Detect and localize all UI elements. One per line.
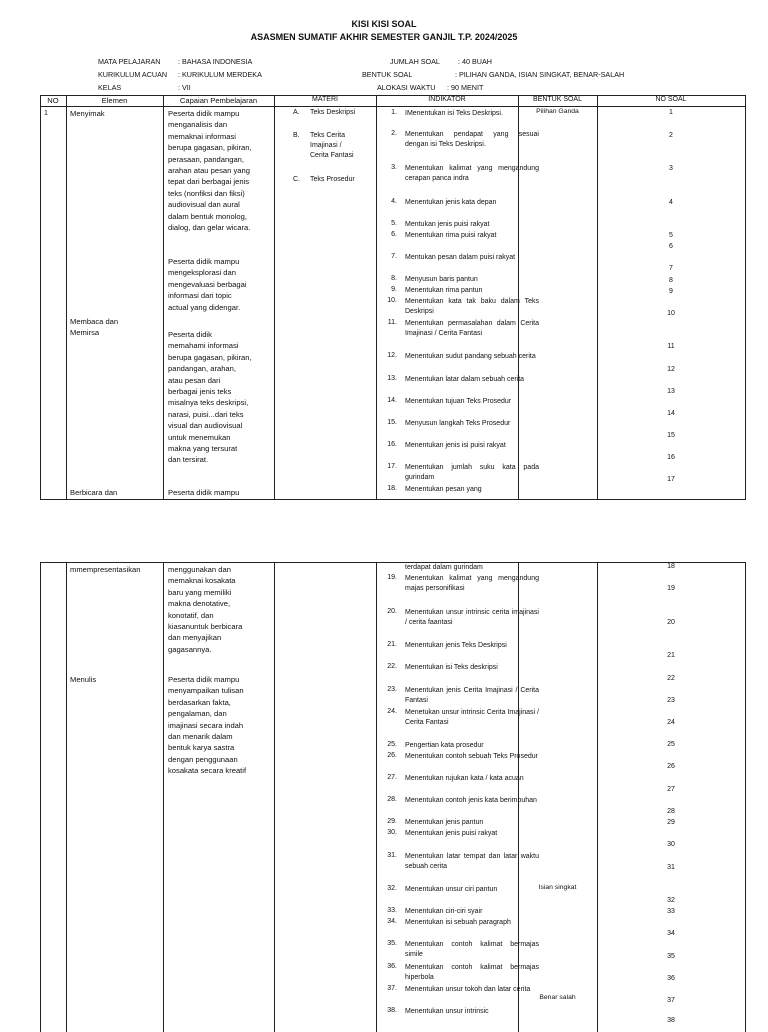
no-soal: 31	[667, 864, 675, 871]
indikator-number: 37.	[387, 985, 397, 992]
indikator-text: Menentukan unsur tokoh dan latar cerita	[405, 986, 531, 993]
indikator-text: Menentukan isi sebuah paragraph	[405, 919, 511, 926]
header-no: NO	[47, 96, 59, 105]
no-soal: 5	[669, 232, 673, 239]
indikator-number: 13.	[387, 375, 397, 382]
indikator-number: 31.	[387, 852, 397, 859]
meta-label: BENTUK SOAL	[362, 70, 413, 79]
indikator-text: Menentukan rujukan kata / kata acuan	[405, 775, 524, 782]
indikator-number: 1.	[391, 109, 397, 116]
indikator-number: 19.	[387, 574, 397, 581]
materi-item: Teks Deskripsi	[310, 109, 356, 116]
materi-letter: A.	[293, 109, 300, 116]
indikator-number: 2.	[391, 130, 397, 137]
indikator-number: 12.	[387, 352, 397, 359]
indikator-number: 38.	[387, 1007, 397, 1014]
no-soal: 11	[667, 343, 675, 350]
no-soal: 21	[667, 652, 675, 659]
indikator-number: 7.	[391, 253, 397, 260]
indikator-number: 35.	[387, 940, 397, 947]
indikator-text: Menentukan contoh kalimat bermajas hiperbola	[405, 964, 539, 982]
no-soal: 19	[667, 585, 675, 592]
no-soal: 20	[667, 619, 675, 626]
indikator-number: 33.	[387, 907, 397, 914]
header-no-soal: NO SOAL	[655, 96, 687, 103]
no-soal: 8	[669, 277, 673, 284]
indikator-text: Menentukan jenis Teks Deskripsi	[405, 642, 507, 649]
indikator-number: 9.	[391, 286, 397, 293]
no-soal: 2	[669, 132, 673, 139]
indikator-text: Menentukan latar tempat dan latar waktu sebuah cerita	[405, 853, 539, 871]
no-soal: 10	[667, 310, 675, 317]
indikator-text: Menyusun baris pantun	[405, 276, 478, 283]
no-soal: 4	[669, 199, 673, 206]
no-soal: 35	[667, 953, 675, 960]
header-materi: MATERI	[312, 96, 338, 103]
header-indikator: INDIKATOR	[428, 96, 466, 103]
bentuk-soal-pilihan-ganda: Pilihan Ganda	[536, 108, 579, 115]
capaian-menyimak: Peserta didik mampu menganalisis dan memaknai informasi berupa gagasan, pikiran, perasaan, pandangan, arahan atau pesan yang tepat dari berbagai jenis teks (nonfiksi dan fiksi) audiovisual dan aural dalam bentuk monolog, dialog, dan gelar wicara.	[168, 109, 252, 233]
no-soal: 32	[667, 897, 675, 904]
indikator-text: Menentukan contoh kalimat bermajas simile	[405, 941, 539, 959]
indikator-text: Menentukan isi Teks deskripsi	[405, 664, 498, 671]
indikator-number: 17.	[387, 463, 397, 470]
header-bentuk-soal: BENTUK SOAL	[532, 96, 582, 103]
indikator-number: 26.	[387, 752, 397, 759]
indikator-number: 15.	[387, 419, 397, 426]
materi-letter: C.	[293, 176, 300, 183]
meta-value: : 90 MENIT	[447, 83, 484, 92]
indikator-number: 23.	[387, 686, 397, 693]
capaian-menulis: Peserta didik mampu menyampaikan tulisan berdasarkan fakta, pengalaman, dan imajinasi secara indah dan menarik dalam bentuk karya sastra dengan penggunaan kosakata secara kreatif	[168, 675, 247, 776]
indikator-text-cont: terdapat dalam gurindam	[405, 564, 483, 571]
no-soal: 1	[669, 109, 673, 116]
indikator-number: 34.	[387, 918, 397, 925]
indikator-number: 30.	[387, 829, 397, 836]
meta-label: KELAS	[98, 83, 122, 92]
indikator-text: Mentukan pesan dalam puisi rakyat	[405, 254, 516, 261]
indikator-number: 11.	[387, 319, 397, 326]
no-soal: 29	[667, 819, 675, 826]
indikator-number: 16.	[387, 441, 397, 448]
indikator-number: 25.	[387, 741, 397, 748]
no-soal: 14	[667, 410, 675, 417]
no-soal: 22	[667, 675, 675, 682]
document-subtitle: ASASMEN SUMATIF AKHIR SEMESTER GANJIL T.P. 2024/2025	[250, 32, 518, 42]
indikator-number: 36.	[387, 963, 397, 970]
no-soal: 24	[667, 719, 675, 726]
no-soal: 16	[667, 454, 675, 461]
capaian-berbicara: Peserta didik mampu	[168, 488, 240, 497]
indikator-text: Menentukan kalimat yang mengandung cerapan panca indra	[405, 165, 539, 183]
no-soal: 30	[667, 841, 675, 848]
indikator-text: Menentukan latar dalam sebuah cerita	[405, 376, 525, 383]
elemen-menulis: Menulis	[70, 675, 97, 684]
indikator-text: Menentukan unsur intrinsic	[405, 1008, 489, 1015]
no-soal: 26	[667, 763, 675, 770]
meta-value: : VII	[178, 83, 191, 92]
elemen-membaca: Membaca dan Memirsa	[70, 317, 119, 338]
no-soal: 12	[667, 366, 675, 373]
meta-value: : PILIHAN GANDA, ISIAN SINGKAT, BENAR-SALAH	[455, 70, 625, 79]
indikator-text: Menentukan unsur ciri pantun	[405, 886, 498, 893]
indikator-number: 5.	[391, 220, 397, 227]
meta-label: ALOKASI WAKTU	[377, 83, 436, 92]
capaian-berbicara-cont: menggunakan dan memaknai kosakata baru yang memiliki makna denotative, konotatif, dan kiasanuntuk berbicara dan menyajikan gagasannya.	[168, 565, 243, 654]
no-soal: 27	[667, 786, 675, 793]
indikator-number: 22.	[387, 663, 397, 670]
indikator-number: 29.	[387, 818, 397, 825]
indikator-text: Menentukan sudut pandang sebuah cerita	[405, 353, 536, 360]
meta-value: : KURIKULUM MERDEKA	[178, 70, 262, 79]
row-number: 1	[44, 110, 48, 117]
indikator-text: Menentukan contoh sebuah Teks Prosedur	[405, 753, 538, 760]
indikator-number: 14.	[387, 397, 397, 404]
indikator-number: 32.	[387, 885, 397, 892]
indikator-text: Menentukan rima pantun	[405, 287, 483, 294]
capaian-menyimak-2: Peserta didik mampu mengeksplorasi dan mengevaluasi berbagai informasi dari topic actual yang didengar.	[168, 257, 247, 312]
materi-item: Teks Prosedur	[310, 176, 355, 183]
indikator-text: Menentukan jenis puisi rakyat	[405, 830, 498, 837]
no-soal: 36	[667, 975, 675, 982]
indikator-text: Menentukan jenis isi puisi rakyat	[405, 442, 506, 449]
indikator-text: Menentukan permasalahan dalam Cerita Imajinasi / Cerita Fantasi	[405, 320, 539, 338]
elemen-menyimak: Menyimak	[70, 109, 105, 118]
no-soal: 7	[669, 265, 673, 272]
indikator-text: Menentukan jumlah suku kata pada gurindam	[405, 464, 539, 482]
no-soal: 37	[667, 997, 675, 1004]
bentuk-soal-isian-singkat: Isian singkat	[538, 884, 577, 891]
no-soal: 17	[667, 476, 675, 483]
header-elemen: Elemen	[101, 96, 128, 105]
meta-value: : BAHASA INDONESIA	[178, 57, 253, 66]
indikator-number: 21.	[387, 641, 397, 648]
meta-label: MATA PELAJARAN	[98, 57, 161, 66]
indikator-text: Menentukan jenis kata depan	[405, 199, 497, 206]
materi-letter: B.	[293, 132, 300, 139]
indikator-number: 8.	[391, 275, 397, 282]
indikator-number: 4.	[391, 198, 397, 205]
indikator-text: Menentukan kalimat yang mengandung majas personifikasi	[405, 575, 539, 593]
meta-label: JUMLAH SOAL	[390, 57, 440, 66]
indikator-text: Menentukan tujuan Teks Prosedur	[405, 398, 512, 405]
no-soal: 9	[669, 288, 673, 295]
no-soal: 28	[667, 808, 675, 815]
indikator-text: Mentukan jenis puisi rakyat	[405, 221, 490, 228]
materi-item: Teks Cerita Imajinasi / Cerita Fantasi	[310, 132, 354, 160]
no-soal: 23	[667, 697, 675, 704]
indikator-text: Menentukan ciri-ciri syair	[405, 908, 483, 915]
document-title: KISI KISI SOAL	[351, 19, 417, 29]
no-soal: 15	[667, 432, 675, 439]
meta-label: KURIKULUM ACUAN	[98, 70, 168, 79]
indikator-number: 10.	[387, 297, 397, 304]
indikator-text: Menentukan kata tak baku dalam Teks Deskripsi	[405, 298, 539, 316]
elemen-berbicara-cont: mmempresentasikan	[70, 565, 141, 574]
indikator-text: Menyusun langkah Teks Prosedur	[405, 420, 511, 427]
meta-value: : 40 BUAH	[458, 57, 492, 66]
no-soal: 38	[667, 1017, 675, 1024]
indikator-text: Menentukan jenis pantun	[405, 819, 484, 826]
indikator-number: 28.	[387, 796, 397, 803]
indikator-number: 20.	[387, 608, 397, 615]
header-capaian: Capaian Pembelajaran	[179, 96, 258, 105]
elemen-berbicara: Berbicara dan	[70, 488, 118, 497]
capaian-membaca: Peserta didik memahami informasi berupa gagasan, pikiran, pandangan, arahan, atau pesan dari berbagai jenis teks misalnya teks deskripsi, narasi, puisi...dari teks visual dan audiovisual untuk menemukan makna yang tersurat dan tersirat.	[168, 330, 252, 465]
indikator-text: Menentukan unsur intrinsic cerita imajinasi / cerita faantasi	[405, 609, 539, 627]
indikator-text: Menentukan rima puisi rakyat	[405, 232, 497, 239]
indikator-text: Pengertian kata prosedur	[405, 742, 484, 749]
indikator-number: 24.	[387, 708, 397, 715]
bentuk-soal-benar-salah: Benar salah	[539, 994, 576, 1001]
indikator-number: 27.	[387, 774, 397, 781]
no-soal: 3	[669, 165, 673, 172]
indikator-text: Menentukan pendapat yang sesuai dengan isi Teks Deskripsi.	[405, 131, 539, 149]
indikator-number: 18.	[387, 485, 397, 492]
indikator-number: 6.	[391, 231, 397, 238]
indikator-text: Menentukan pesan yang	[405, 486, 482, 493]
no-soal: 25	[667, 741, 675, 748]
indikator-text: Menetukan unsur intrinsic Cerita Imajinasi / Cerita Fantasi	[405, 709, 539, 727]
no-soal: 33	[667, 908, 675, 915]
indikator-text: Menentukan jenis Cerita Imajinasi / Cerita Fantasi	[405, 687, 539, 705]
no-soal: 34	[667, 930, 675, 937]
indikator-text: IMenentukan isi Teks Deskripsi.	[405, 110, 503, 117]
no-soal: 6	[669, 243, 673, 250]
indikator-text: Menentukan contoh jenis kata berimbuhan	[405, 797, 537, 804]
no-soal: 13	[667, 388, 675, 395]
no-soal: 18	[667, 563, 675, 570]
indikator-number: 3.	[391, 164, 397, 171]
